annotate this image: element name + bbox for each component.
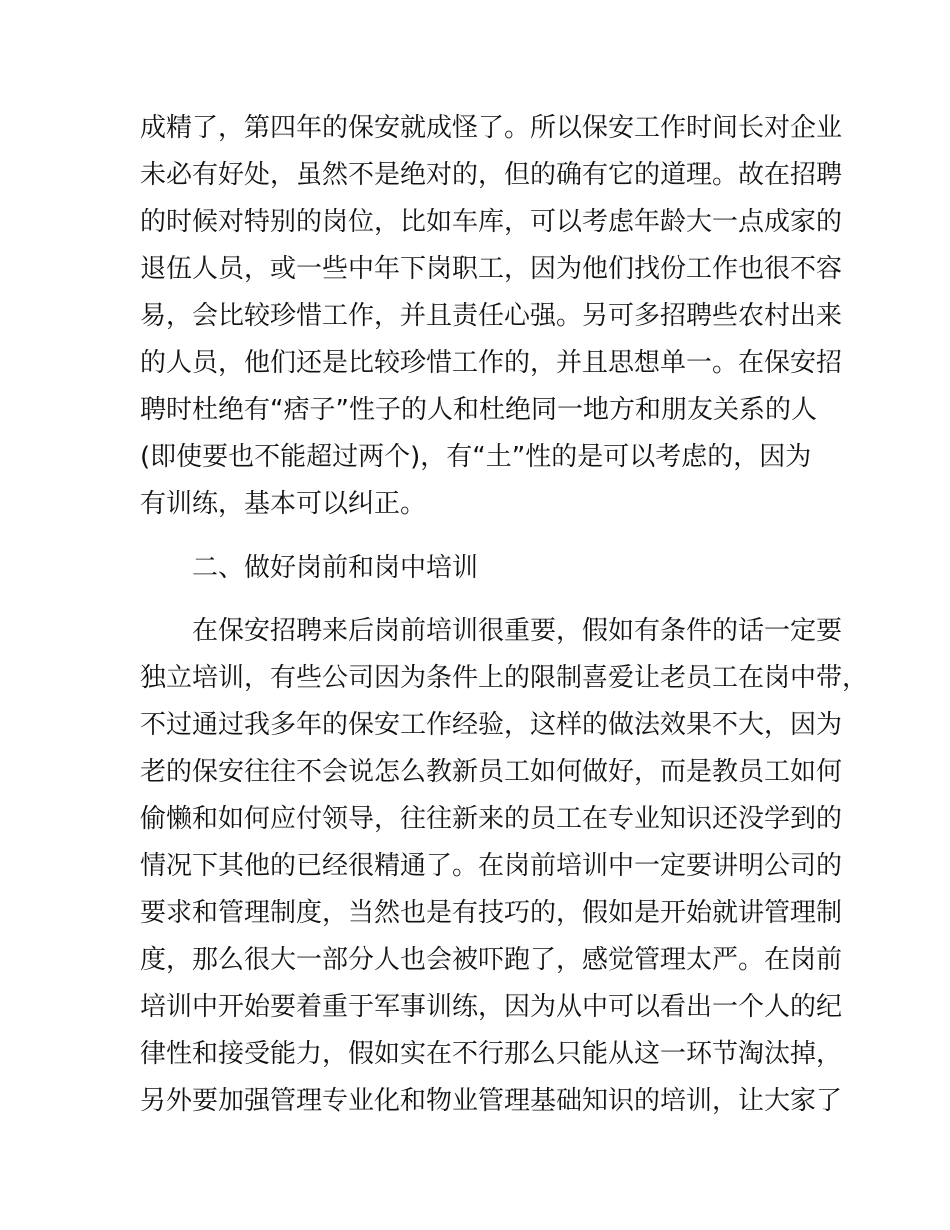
paragraph-line: 另外要加强管理专业化和物业管理基础知识的培训，让大家了 bbox=[140, 1086, 843, 1116]
section-heading: 二、做好岗前和岗中培训 bbox=[192, 553, 479, 583]
paragraph-line: 退伍人员，或一些中年下岗职工，因为他们找份工作也很不容 bbox=[140, 254, 843, 284]
paragraph-line: 培训中开始要着重于军事训练，因为从中可以看出一个人的纪 bbox=[140, 992, 843, 1022]
paragraph-line: 度，那么很大一部分人也会被吓跑了，感觉管理太严。在岗前 bbox=[140, 945, 843, 975]
paragraph-line: 不过通过我多年的保安工作经验，这样的做法效果不大，因为 bbox=[140, 710, 843, 740]
paragraph-line: 的时候对特别的岗位，比如车库，可以考虑年龄大一点成家的 bbox=[140, 207, 843, 237]
paragraph-line: 老的保安往往不会说怎么教新员工如何做好，而是教员工如何 bbox=[140, 757, 843, 787]
paragraph-line: 情况下其他的已经很精通了。在岗前培训中一定要讲明公司的 bbox=[140, 851, 843, 881]
paragraph-line: 易，会比较珍惜工作，并且责任心强。另可多招聘些农村出来 bbox=[140, 301, 843, 331]
paragraph-line: 有训练，基本可以纠正。 bbox=[140, 489, 427, 519]
paragraph-line: 偷懒和如何应付领导，往往新来的员工在专业知识还没学到的 bbox=[140, 804, 843, 834]
paragraph-line: 未必有好处，虽然不是绝对的，但的确有它的道理。故在招聘 bbox=[140, 160, 843, 190]
paragraph-line: 聘时杜绝有“痞子”性子的人和杜绝同一地方和朋友关系的人 bbox=[140, 395, 817, 425]
paragraph-line: 在保安招聘来后岗前培训很重要，假如有条件的话一定要 bbox=[192, 616, 843, 646]
paragraph-line: 的人员，他们还是比较珍惜工作的，并且思想单一。在保安招 bbox=[140, 348, 843, 378]
paragraph-line: 律性和接受能力，假如实在不行那么只能从这一环节淘汰掉， bbox=[140, 1039, 843, 1069]
paragraph-line: (即使要也不能超过两个)，有“土”性的是可以考虑的，因为 bbox=[140, 442, 812, 472]
paragraph-line: 独立培训，有些公司因为条件上的限制喜爱让老员工在岗中带， bbox=[140, 663, 869, 693]
paragraph-line: 要求和管理制度，当然也是有技巧的，假如是开始就讲管理制 bbox=[140, 898, 843, 928]
paragraph-line: 成精了，第四年的保安就成怪了。所以保安工作时间长对企业 bbox=[140, 113, 843, 143]
